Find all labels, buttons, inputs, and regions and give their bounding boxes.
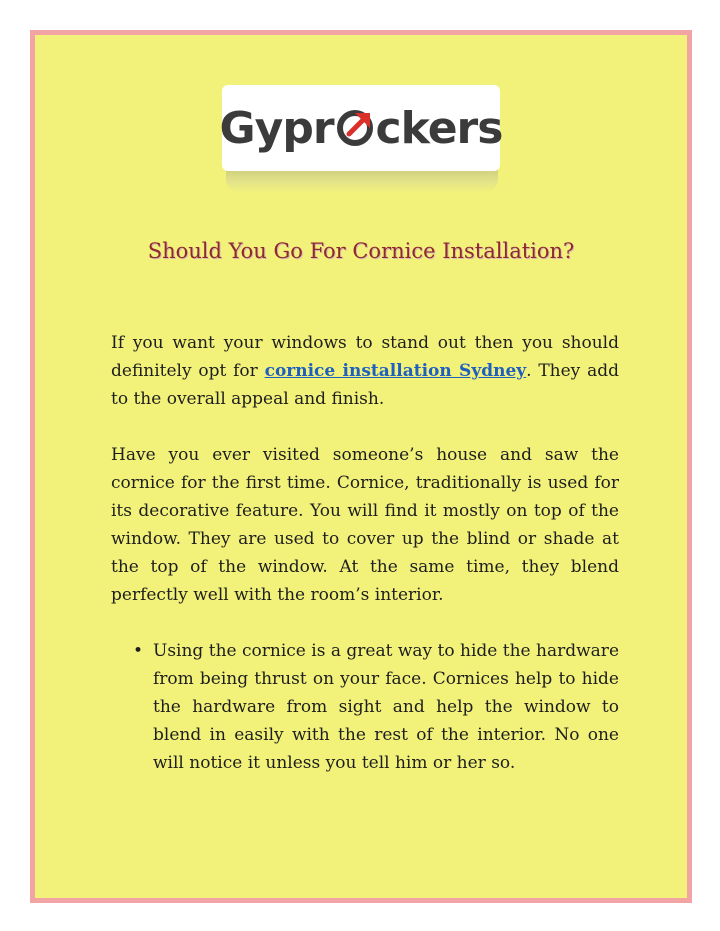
bullet-item: • Using the cornice is a great way to hide the hardware from being thrust on your face. Cornices help to hide the hardware from sight and help the window to blend in easily with the rest of the interior. No one will notice it unless you tell him or her so. [153,637,619,777]
document-page [30,30,692,903]
logo [219,85,503,195]
article-body [111,329,619,777]
paragraph-intro [111,329,619,413]
paragraph-intro-text-before: If you want your windows to stand out then you should definitely opt for [111,333,619,381]
logo-suffix: ckers [375,102,503,154]
bullet-list [111,637,619,777]
logo-box [219,85,503,171]
page-title: Should You Go For Cornice Installation? [147,239,575,263]
logo-prefix: Gypr [219,102,334,154]
logo-mark-icon [335,108,375,148]
logo-wordmark [220,103,503,154]
paragraph-intro-text-after: . They add to the overall appeal and finish. [111,361,619,409]
paragraph-cornice: Have you ever visited someone’s house and saw the cornice for the first time. Cornice, traditionally is used for its decorative feature. You will find it mostly on top of the window. They are used to cover up the blind or shade at the top of the window. At the same time, they blend perfectly well with the room’s interior. [111,445,619,605]
cornice-installation-link[interactable]: cornice installation Sydney [264,361,527,381]
